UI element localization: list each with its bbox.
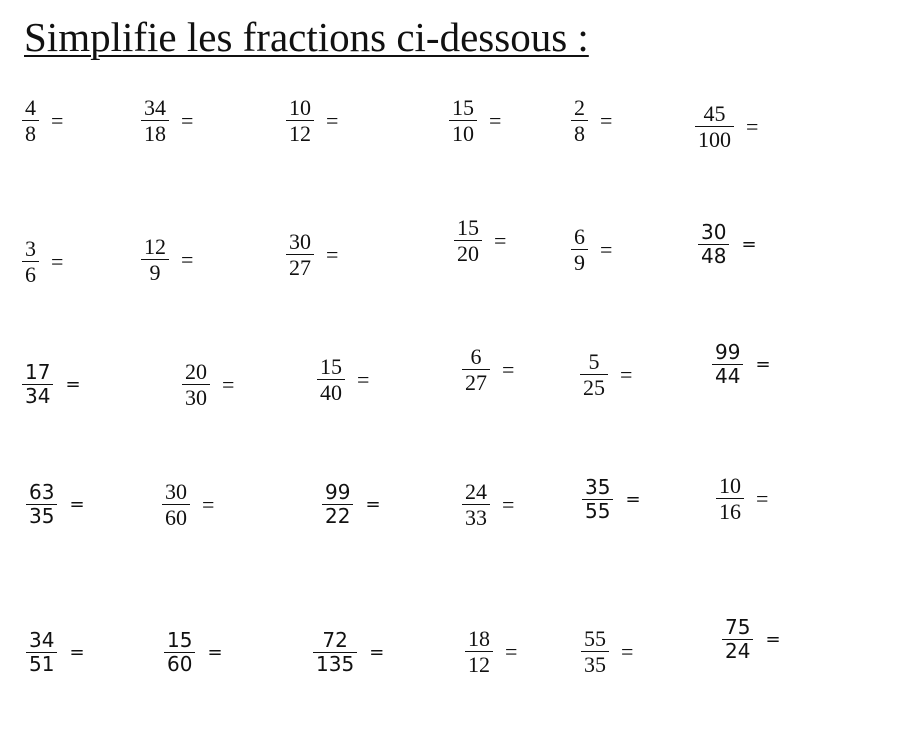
- fraction-item: [582, 477, 641, 522]
- fraction: [465, 627, 493, 676]
- fraction: [22, 96, 39, 145]
- equals-sign: =: [741, 233, 757, 255]
- fraction-numerator: 99: [325, 480, 351, 504]
- fraction-denominator: 35: [29, 504, 55, 528]
- fraction-item: [322, 482, 381, 527]
- fraction: [581, 627, 609, 676]
- fraction-numerator: 15: [167, 628, 193, 652]
- fraction: [141, 235, 169, 284]
- fraction-numerator: 99: [715, 340, 741, 364]
- fraction-denominator: 9: [574, 250, 585, 276]
- fraction-item: [22, 362, 81, 407]
- equals-sign: =: [51, 107, 64, 133]
- fraction-numerator: 34: [29, 628, 55, 652]
- fraction-numerator: 4: [25, 95, 36, 120]
- fraction-denominator: 48: [701, 244, 727, 268]
- equals-sign: =: [181, 107, 194, 133]
- fraction: [698, 222, 729, 267]
- equals-sign: =: [65, 373, 81, 395]
- fraction: [26, 630, 57, 675]
- fraction-denominator: 35: [584, 652, 606, 678]
- fraction-numerator: 72: [322, 628, 348, 652]
- fraction: [162, 480, 190, 529]
- fraction-item: [286, 230, 338, 279]
- fraction-item: [26, 482, 85, 527]
- fraction-denominator: 25: [583, 375, 605, 401]
- fraction: [182, 360, 210, 409]
- fraction-denominator: 34: [25, 384, 51, 408]
- fraction-numerator: 18: [468, 626, 490, 651]
- equals-sign: =: [621, 638, 634, 664]
- equals-sign: =: [765, 628, 781, 650]
- fraction-numerator: 10: [719, 473, 741, 498]
- fraction: [582, 477, 613, 522]
- fraction-denominator: 44: [715, 364, 741, 388]
- fraction-denominator: 18: [144, 121, 166, 147]
- fraction-numerator: 20: [185, 359, 207, 384]
- fraction: [313, 630, 357, 675]
- fraction: [286, 96, 314, 145]
- fraction-denominator: 30: [185, 385, 207, 411]
- fraction-item: [695, 102, 758, 151]
- equals-sign: =: [755, 353, 771, 375]
- fraction: [716, 474, 744, 523]
- fraction-denominator: 27: [465, 370, 487, 396]
- fraction-denominator: 100: [698, 127, 731, 153]
- fraction: [571, 96, 588, 145]
- equals-sign: =: [494, 227, 507, 253]
- equals-sign: =: [502, 491, 515, 517]
- fraction-numerator: 5: [588, 349, 600, 374]
- fraction: [462, 480, 490, 529]
- fraction-item: [22, 237, 63, 286]
- equals-sign: =: [600, 107, 613, 133]
- fraction-item: [722, 617, 781, 662]
- equals-sign: =: [69, 641, 85, 663]
- fraction-numerator: 12: [144, 234, 166, 259]
- fraction-denominator: 33: [465, 505, 487, 531]
- fraction-item: [462, 345, 514, 394]
- fraction: [22, 362, 53, 407]
- fraction-numerator: 75: [725, 615, 751, 639]
- fraction: [164, 630, 195, 675]
- fraction: [26, 482, 57, 527]
- fraction-item: [571, 96, 612, 145]
- fraction-item: [716, 474, 768, 523]
- equals-sign: =: [207, 641, 223, 663]
- fraction-numerator: 15: [452, 95, 474, 120]
- fraction-denominator: 8: [25, 121, 36, 147]
- equals-sign: =: [181, 246, 194, 272]
- fraction-numerator: 17: [25, 360, 51, 384]
- fraction-denominator: 16: [719, 499, 741, 525]
- fraction-denominator: 20: [457, 241, 479, 267]
- fraction-denominator: 27: [289, 255, 311, 281]
- fraction-item: [581, 627, 633, 676]
- fraction: [449, 96, 477, 145]
- equals-sign: =: [489, 107, 502, 133]
- equals-sign: =: [625, 488, 641, 510]
- fraction-item: [712, 342, 771, 387]
- fraction-denominator: 51: [29, 652, 55, 676]
- equals-sign: =: [756, 485, 769, 511]
- fraction-item: [698, 222, 757, 267]
- fraction: [286, 230, 314, 279]
- fraction-denominator: 10: [452, 121, 474, 147]
- fraction-denominator: 40: [320, 380, 342, 406]
- fraction: [22, 237, 39, 286]
- fraction: [141, 96, 169, 145]
- fraction-item: [141, 96, 193, 145]
- fraction-numerator: 63: [29, 480, 55, 504]
- equals-sign: =: [326, 241, 339, 267]
- fraction-numerator: 55: [584, 626, 606, 651]
- fraction-numerator: 45: [703, 101, 726, 126]
- fraction-numerator: 24: [465, 479, 487, 504]
- fraction-numerator: 6: [470, 344, 482, 369]
- fraction-denominator: 22: [325, 504, 351, 528]
- fraction: [571, 225, 588, 274]
- fraction-item: [141, 235, 193, 284]
- fraction: [580, 350, 608, 399]
- equals-sign: =: [326, 107, 339, 133]
- equals-sign: =: [502, 356, 515, 382]
- fraction-denominator: 60: [167, 652, 193, 676]
- fraction: [462, 345, 490, 394]
- equals-sign: =: [222, 371, 235, 397]
- equals-sign: =: [357, 366, 370, 392]
- equals-sign: =: [51, 248, 64, 274]
- fraction-denominator: 9: [149, 260, 161, 286]
- fraction-item: [449, 96, 501, 145]
- fraction-item: [182, 360, 234, 409]
- fraction-item: [286, 96, 338, 145]
- fraction-item: [454, 216, 506, 265]
- fraction: [322, 482, 353, 527]
- equals-sign: =: [505, 638, 518, 664]
- equals-sign: =: [600, 236, 613, 262]
- fraction-numerator: 6: [574, 224, 585, 249]
- fraction-item: [580, 350, 632, 399]
- fraction-numerator: 30: [165, 479, 187, 504]
- fraction-numerator: 34: [144, 95, 166, 120]
- fraction: [712, 342, 743, 387]
- equals-sign: =: [620, 361, 633, 387]
- fraction-numerator: 15: [457, 215, 479, 240]
- equals-sign: =: [202, 491, 215, 517]
- fraction: [454, 216, 482, 265]
- fraction-item: [164, 630, 223, 675]
- worksheet-title: Simplifie les fractions ci-dessous :: [24, 14, 589, 60]
- fraction-item: [571, 225, 612, 274]
- fraction-item: [465, 627, 517, 676]
- fraction-numerator: 35: [585, 475, 611, 499]
- fraction-item: [313, 630, 384, 675]
- equals-sign: =: [365, 493, 381, 515]
- fraction-denominator: 55: [585, 499, 611, 523]
- fraction: [695, 102, 734, 151]
- fraction: [722, 617, 753, 662]
- fraction-denominator: 6: [25, 262, 36, 288]
- fraction-item: [22, 96, 63, 145]
- fraction-numerator: 15: [320, 354, 342, 379]
- fraction-numerator: 10: [289, 95, 311, 120]
- fraction-item: [26, 630, 85, 675]
- fraction-denominator: 8: [574, 121, 585, 147]
- fraction-numerator: 3: [25, 236, 36, 261]
- fraction-item: [162, 480, 214, 529]
- fraction-numerator: 2: [574, 95, 585, 120]
- equals-sign: =: [369, 641, 385, 663]
- equals-sign: =: [69, 493, 85, 515]
- equals-sign: =: [746, 113, 759, 139]
- fraction-denominator: 135: [316, 652, 355, 676]
- fraction-item: [317, 355, 369, 404]
- fraction-numerator: 30: [289, 229, 311, 254]
- fraction-item: [462, 480, 514, 529]
- fraction-denominator: 12: [289, 121, 311, 147]
- fraction: [317, 355, 345, 404]
- fraction-denominator: 24: [725, 639, 751, 663]
- fraction-denominator: 12: [468, 652, 490, 678]
- fraction-denominator: 60: [165, 505, 187, 531]
- fraction-numerator: 30: [701, 220, 727, 244]
